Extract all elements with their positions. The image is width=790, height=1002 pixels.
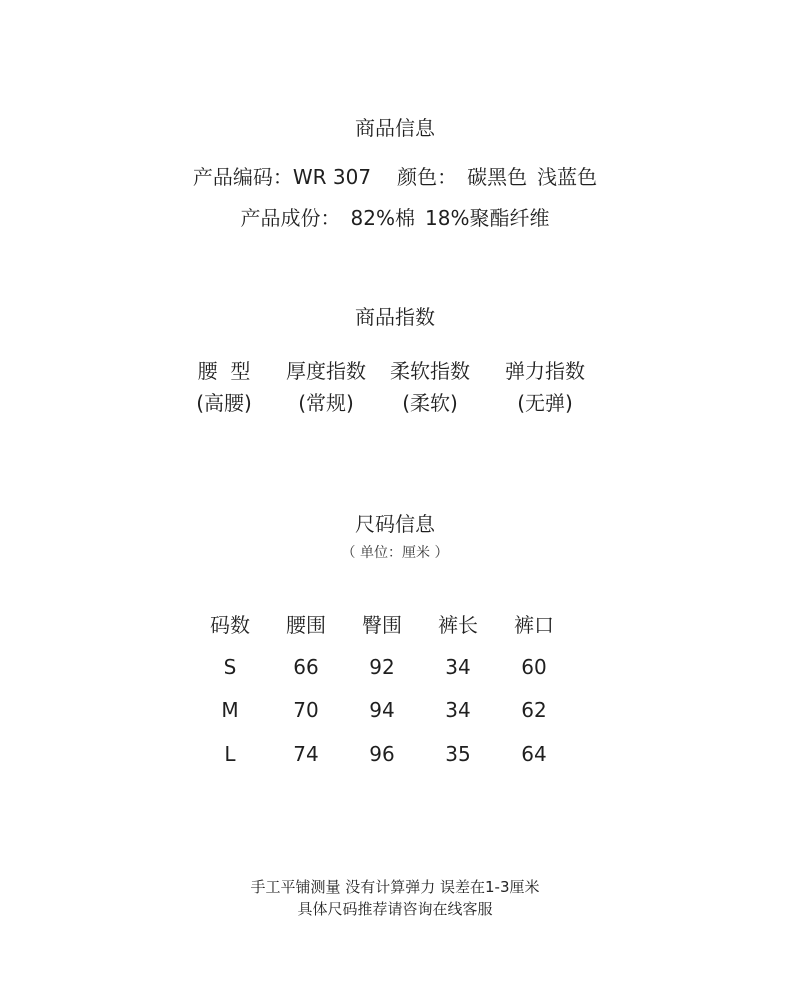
waist-cell: 66 [293, 654, 319, 679]
header-cell: 码数 [210, 613, 250, 637]
size-cell: L [224, 741, 236, 766]
length-cell: 34 [445, 698, 471, 723]
length-cell: 34 [445, 654, 471, 679]
index-thickness [266, 356, 386, 418]
color-value-1: 碳黑色 [467, 165, 528, 189]
unit-note: （ 单位：厘米 ） [341, 545, 449, 561]
footer-note-service: 具体尺码推荐请咨询在线客服 [297, 900, 493, 918]
index-value: (柔软) [402, 391, 458, 415]
size-table-header [192, 602, 572, 645]
table-row [192, 689, 572, 733]
color-value-2: 浅蓝色 [537, 165, 598, 189]
hem-cell: 60 [521, 654, 547, 679]
size-cell: S [223, 654, 237, 679]
hem-cell: 64 [521, 741, 547, 766]
product-index-title: 商品指数 [355, 305, 435, 329]
hip-cell: 94 [369, 698, 395, 723]
index-value: (无弹) [517, 391, 573, 415]
product-info-title: 商品信息 [355, 116, 435, 140]
header-cell: 臀围 [362, 613, 402, 637]
index-value: (高腰) [196, 391, 252, 415]
composition-polyester: 18%聚酯纤维 [425, 206, 550, 230]
footer-note-measure: 手工平铺测量 没有计算弹力 误差在1-3厘米 [250, 878, 540, 896]
index-value: (常规) [298, 391, 354, 415]
product-code-color-row [0, 161, 790, 190]
composition-label: 产品成份： [240, 206, 341, 230]
product-code-label: 产品编码： [192, 165, 293, 189]
index-label: 腰 型 [197, 359, 251, 383]
composition-row [0, 202, 790, 231]
index-softness [370, 356, 490, 418]
hem-cell: 62 [521, 698, 547, 723]
size-cell: M [221, 698, 239, 723]
table-row [192, 645, 572, 689]
waist-cell: 74 [293, 741, 319, 766]
hip-cell: 96 [369, 741, 395, 766]
product-code-value: WR 307 [292, 165, 372, 189]
color-label: 颜色： [397, 165, 458, 189]
header-cell: 腰围 [286, 613, 326, 637]
size-info-title: 尺码信息 [355, 512, 435, 536]
index-label: 厚度指数 [286, 359, 366, 383]
length-cell: 35 [445, 741, 471, 766]
index-elasticity [485, 356, 605, 418]
hip-cell: 92 [369, 654, 395, 679]
header-cell: 裤长 [438, 613, 478, 637]
table-row [192, 732, 572, 776]
waist-cell: 70 [293, 698, 319, 723]
index-label: 弹力指数 [505, 359, 585, 383]
header-cell: 裤口 [514, 613, 554, 637]
size-table [192, 602, 572, 776]
index-label: 柔软指数 [390, 359, 470, 383]
composition-cotton: 82%棉 [350, 206, 415, 230]
